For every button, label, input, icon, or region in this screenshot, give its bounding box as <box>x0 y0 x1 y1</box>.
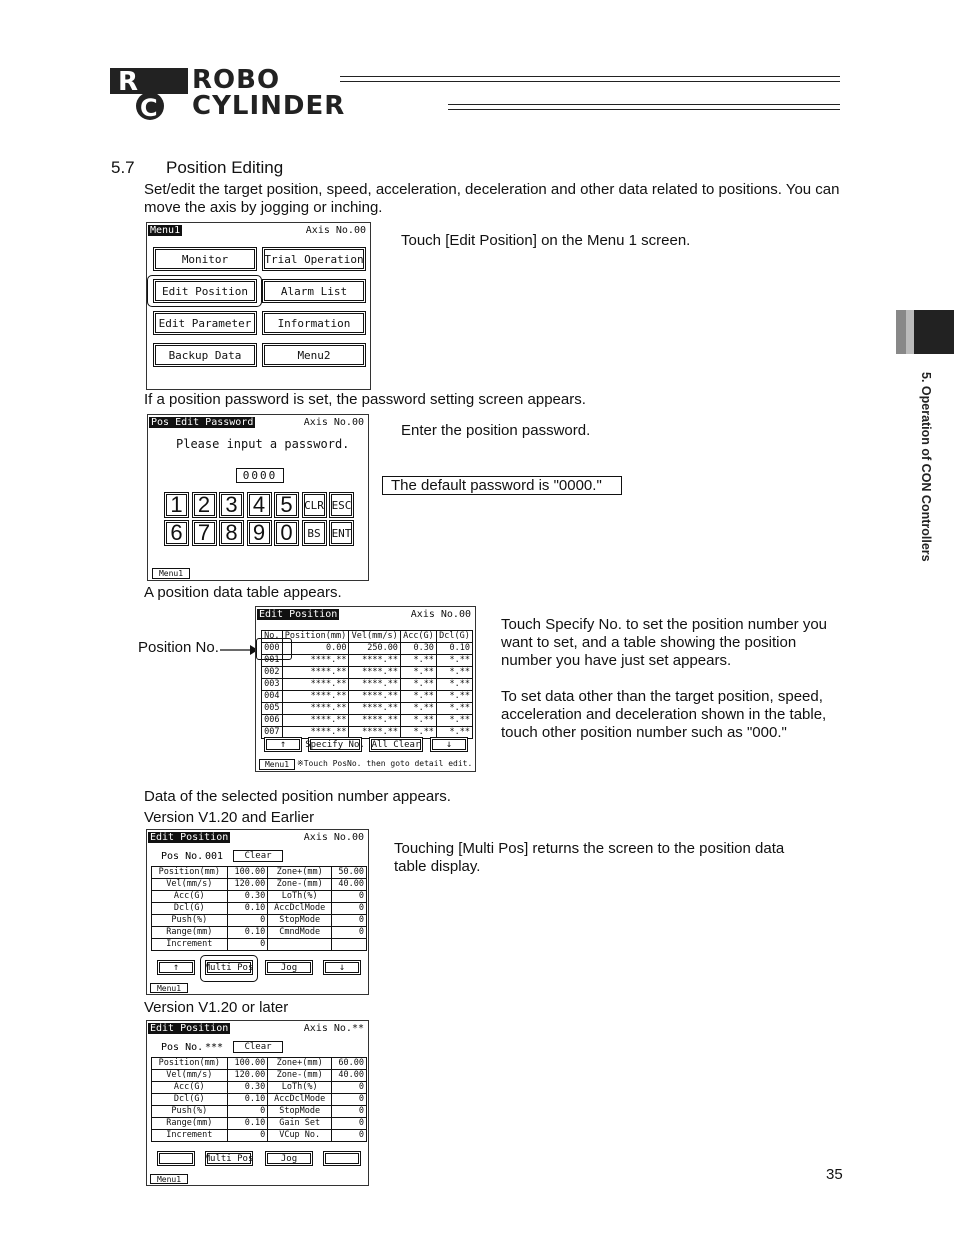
detail-new-title: Edit Position <box>150 1023 229 1034</box>
detail-value-cell[interactable]: 60.00 <box>332 1058 367 1070</box>
detail-label-cell: Dcl(G) <box>152 1094 228 1106</box>
detail-row <box>152 879 367 891</box>
table-cell: *.** <box>400 655 436 667</box>
header-rule-top <box>340 76 840 82</box>
password-screen <box>147 414 369 581</box>
detail-label-cell: Range(mm) <box>152 1118 228 1130</box>
table-row[interactable] <box>262 667 473 679</box>
table-cell: 0.10 <box>436 643 472 655</box>
keypad-key[interactable]: BS <box>302 520 327 546</box>
detail-old-up-button[interactable]: ↑ <box>157 960 195 975</box>
alarm-list-button[interactable]: Alarm List <box>262 279 366 303</box>
edit-position-button[interactable]: Edit Position <box>153 279 257 303</box>
detail-value-cell[interactable]: 0 <box>332 903 367 915</box>
specify-no-button[interactable]: Specify No. <box>308 737 362 752</box>
detail-label-cell: LoTh(%) <box>268 1082 332 1094</box>
detail-label-cell: Zone-(mm) <box>268 1070 332 1082</box>
table-cell: *.** <box>436 655 472 667</box>
keypad-key[interactable]: 7 <box>192 520 217 546</box>
table-cell: *.** <box>436 703 472 715</box>
table-row[interactable] <box>262 679 473 691</box>
detail-old-table <box>151 866 367 951</box>
detail-label-cell <box>268 939 332 951</box>
side-tab-block <box>896 310 954 354</box>
detail-value-cell[interactable]: 0 <box>227 915 268 927</box>
table-cell: ****.** <box>282 691 349 703</box>
detail-label-cell: StopMode <box>268 915 332 927</box>
detail-value-cell[interactable]: 0 <box>332 1118 367 1130</box>
table-cell: ****.** <box>282 703 349 715</box>
menu1-axis: Axis No.00 <box>305 225 366 236</box>
detail-old-jog-button[interactable]: Jog <box>265 960 313 975</box>
keypad-key[interactable]: 4 <box>247 492 272 518</box>
detail-new-clear-button[interactable]: Clear <box>233 1041 283 1053</box>
table-header-cell: Vel(mm/s) <box>349 631 400 643</box>
svg-text:C: C <box>140 94 158 120</box>
detail-label-cell: Increment <box>152 939 228 951</box>
password-intro: If a position password is set, the password setting screen appears. <box>144 391 586 408</box>
detail-value-cell[interactable]: 0.30 <box>227 1082 268 1094</box>
table-cell: ****.** <box>349 679 400 691</box>
table-row[interactable] <box>262 691 473 703</box>
svg-text:R: R <box>118 68 139 97</box>
table-cell: ****.** <box>349 715 400 727</box>
table-down-button[interactable]: ↓ <box>430 737 468 752</box>
detail-value-cell[interactable]: 100.00 <box>227 867 268 879</box>
detail-value-cell[interactable]: 0 <box>227 1106 268 1118</box>
detail-value-cell[interactable]: 0 <box>332 1130 367 1142</box>
table-row[interactable] <box>262 655 473 667</box>
detail-row <box>152 891 367 903</box>
detail-value-cell[interactable]: 0.10 <box>227 1094 268 1106</box>
detail-row <box>152 1082 367 1094</box>
detail-value-cell[interactable]: 0 <box>332 915 367 927</box>
keypad-key[interactable]: 3 <box>219 492 244 518</box>
keypad-key[interactable]: 0 <box>274 520 299 546</box>
step2-text: Enter the position password. <box>401 422 591 439</box>
table-header-cell: No. <box>262 631 283 643</box>
detail-value-cell[interactable]: 0.30 <box>227 891 268 903</box>
rc-logo-icon <box>110 68 190 120</box>
detail-label-cell: Zone-(mm) <box>268 879 332 891</box>
logo-text-bottom: CYLINDER <box>192 91 346 121</box>
position-no-arrow-icon <box>220 644 258 656</box>
detail-row <box>152 915 367 927</box>
keypad-key[interactable]: ENT <box>329 520 354 546</box>
detail-row <box>152 1058 367 1070</box>
password-menu1-button[interactable]: Menu1 <box>152 568 190 579</box>
detail-row <box>152 927 367 939</box>
default-password-note: The default password is "0000." <box>382 476 622 495</box>
detail-label-cell: Position(mm) <box>152 1058 228 1070</box>
position-number-cell[interactable]: 002 <box>262 667 283 679</box>
table-cell: *.** <box>436 727 472 739</box>
detail-value-cell[interactable]: 50.00 <box>332 867 367 879</box>
detail-value-cell[interactable]: 40.00 <box>332 879 367 891</box>
detail-value-cell[interactable]: 0.10 <box>227 927 268 939</box>
detail-label-cell: AccDclMode <box>268 903 332 915</box>
keypad-key[interactable]: 2 <box>192 492 217 518</box>
table-menu1-button[interactable]: Menu1 <box>259 759 295 770</box>
detail-value-cell[interactable]: 0 <box>227 1130 268 1142</box>
table-cell: 0.30 <box>400 643 436 655</box>
edit-position-table-screen <box>255 606 476 772</box>
table-cell: 250.00 <box>349 643 400 655</box>
edit-parameter-button[interactable]: Edit Parameter <box>153 311 257 335</box>
trial-operation-button[interactable]: Trial Operation <box>262 247 366 271</box>
version-old-label: Version V1.20 and Earlier <box>144 809 315 826</box>
menu1-screen <box>146 222 371 390</box>
header-rule-bottom <box>448 104 840 110</box>
position-number-cell[interactable]: 006 <box>262 715 283 727</box>
detail-old-axis: Axis No.00 <box>303 832 364 843</box>
logo-text-top: ROBO <box>192 65 281 95</box>
page-number: 35 <box>826 1166 843 1183</box>
section-title: Position Editing <box>166 158 284 177</box>
keypad-key[interactable]: 6 <box>164 520 189 546</box>
detail-old-posno-label: Pos No. <box>161 851 204 862</box>
edit-table-axis: Axis No.00 <box>410 609 471 620</box>
menu1-title: Menu1 <box>150 225 181 236</box>
detail-label-cell: Vel(mm/s) <box>152 879 228 891</box>
table-cell: ****.** <box>349 655 400 667</box>
position-number-cell[interactable]: 001 <box>262 655 283 667</box>
detail-new-right-button[interactable] <box>323 1151 361 1166</box>
table-header-cell: Dcl(G) <box>436 631 472 643</box>
position-number-cell[interactable]: 003 <box>262 679 283 691</box>
password-prompt: Please input a password. <box>176 437 350 451</box>
detail-new-multi-pos-button[interactable]: Multi Pos <box>205 1151 253 1166</box>
table-cell: ****.** <box>349 667 400 679</box>
detail-value-cell[interactable]: 0 <box>227 939 268 951</box>
information-button[interactable]: Information <box>262 311 366 335</box>
position-number-cell[interactable]: 007 <box>262 727 283 739</box>
table-cell: *.** <box>436 691 472 703</box>
table-up-button[interactable]: ↑ <box>264 737 302 752</box>
detail-row <box>152 903 367 915</box>
table-cell: ****.** <box>349 691 400 703</box>
detail-label-cell: StopMode <box>268 1106 332 1118</box>
position-no-label: Position No. <box>138 639 219 656</box>
detail-old-title: Edit Position <box>150 832 229 843</box>
detail-new-jog-button[interactable]: Jog <box>265 1151 313 1166</box>
detail-new-posno-label: Pos No. <box>161 1042 204 1053</box>
table-cell: *.** <box>436 667 472 679</box>
detail-old-menu1-button[interactable]: Menu1 <box>150 983 188 993</box>
detail-old-down-button[interactable]: ↓ <box>323 960 361 975</box>
table-cell: ****.** <box>282 715 349 727</box>
detail-old-clear-button[interactable]: Clear <box>233 850 283 862</box>
detail-old-posno: 001 <box>205 851 224 862</box>
detail-label-cell: VCup No. <box>268 1130 332 1142</box>
detail-row <box>152 1070 367 1082</box>
detail-value-cell[interactable]: 0.10 <box>227 1118 268 1130</box>
table-row[interactable] <box>262 715 473 727</box>
detail-value-cell[interactable]: 100.00 <box>227 1058 268 1070</box>
edit-position-highlight <box>147 275 262 307</box>
detail-label-cell: LoTh(%) <box>268 891 332 903</box>
detail-label-cell: Increment <box>152 1130 228 1142</box>
detail-screen-old <box>146 829 369 995</box>
menu2-button[interactable]: Menu2 <box>262 343 366 367</box>
table-cell: *.** <box>400 727 436 739</box>
keypad-key[interactable]: 8 <box>219 520 244 546</box>
detail-label-cell: Vel(mm/s) <box>152 1070 228 1082</box>
table-cell: ****.** <box>282 679 349 691</box>
step4-text: Touching [Multi Pos] returns the screen to the position data table display. <box>394 840 785 875</box>
detail-new-left-button[interactable] <box>157 1151 195 1166</box>
table-cell: 0.00 <box>282 643 349 655</box>
detail-value-cell[interactable]: 0 <box>332 891 367 903</box>
detail-row <box>152 1094 367 1106</box>
position-no-highlight <box>256 638 292 660</box>
table-cell: *.** <box>400 679 436 691</box>
table-header-cell: Position(mm) <box>282 631 349 643</box>
password-title: Pos Edit Password <box>151 417 254 428</box>
detail-value-cell[interactable]: 0 <box>332 1082 367 1094</box>
table-cell: *.** <box>400 691 436 703</box>
detail-value-cell[interactable]: 0.10 <box>227 903 268 915</box>
version-new-label: Version V1.20 or later <box>144 999 289 1016</box>
keypad-key[interactable]: CLR <box>302 492 327 518</box>
multi-pos-highlight <box>200 955 258 982</box>
detail-row <box>152 1118 367 1130</box>
detail-value-cell[interactable]: 120.00 <box>227 1070 268 1082</box>
backup-data-button[interactable]: Backup Data <box>153 343 257 367</box>
table-cell: ****.** <box>282 727 349 739</box>
detail-value-cell[interactable]: 120.00 <box>227 879 268 891</box>
detail-value-cell[interactable] <box>332 939 367 951</box>
table-header-cell: Acc(G) <box>400 631 436 643</box>
detail-label-cell: AccDclMode <box>268 1094 332 1106</box>
detail-new-axis: Axis No.** <box>303 1023 364 1034</box>
step3-text-a: Touch Specify No. to set the position number you want to set, and a table showing the position number you have just set appears. <box>501 616 828 669</box>
detail-label-cell: Zone+(mm) <box>268 867 332 879</box>
detail-label-cell: Push(%) <box>152 1106 228 1118</box>
detail-label-cell: Acc(G) <box>152 1082 228 1094</box>
password-field[interactable]: 0000 <box>236 468 284 483</box>
table-footer-note: ※Touch PosNo. then goto detail edit. <box>297 759 473 768</box>
detail-row <box>152 939 367 951</box>
detail-new-table <box>151 1057 367 1142</box>
detail-value-cell[interactable]: 40.00 <box>332 1070 367 1082</box>
table-row[interactable] <box>262 703 473 715</box>
position-number-cell[interactable]: 005 <box>262 703 283 715</box>
keypad-key[interactable]: 9 <box>247 520 272 546</box>
detail-value-cell[interactable]: 0 <box>332 1106 367 1118</box>
table-row[interactable] <box>262 643 473 655</box>
detail-row <box>152 1106 367 1118</box>
table-cell: *.** <box>400 667 436 679</box>
table-cell: *.** <box>436 715 472 727</box>
detail-label-cell: Dcl(G) <box>152 903 228 915</box>
position-number-cell[interactable]: 000 <box>262 643 283 655</box>
step1-text: Touch [Edit Position] on the Menu 1 screen. <box>401 232 691 249</box>
detail-label-cell: Push(%) <box>152 915 228 927</box>
password-axis: Axis No.00 <box>303 417 364 428</box>
table-cell: ****.** <box>349 703 400 715</box>
detail-screen-new <box>146 1020 369 1186</box>
table-cell: *.** <box>400 715 436 727</box>
section-number: 5.7 <box>111 158 135 177</box>
table-intro: A position data table appears. <box>144 584 342 601</box>
table-cell: *.** <box>436 679 472 691</box>
detail-new-menu1-button[interactable]: Menu1 <box>150 1174 188 1184</box>
position-data-table <box>261 630 473 739</box>
table-cell: ****.** <box>282 667 349 679</box>
detail-label-cell: Position(mm) <box>152 867 228 879</box>
detail-intro: Data of the selected position number appears. <box>144 788 451 805</box>
detail-row <box>152 867 367 879</box>
keypad-key[interactable]: ESC <box>329 492 354 518</box>
step3-text-b: To set data other than the target position, speed, acceleration and deceleration shown in the table, touch other position number such as "000." <box>501 688 827 741</box>
position-number-cell[interactable]: 004 <box>262 691 283 703</box>
keypad-key[interactable]: 1 <box>164 492 189 518</box>
monitor-button[interactable]: Monitor <box>153 247 257 271</box>
detail-value-cell[interactable]: 0 <box>332 927 367 939</box>
table-cell: ****.** <box>282 655 349 667</box>
all-clear-button[interactable]: All Clear <box>369 737 423 752</box>
detail-row <box>152 1130 367 1142</box>
edit-table-title: Edit Position <box>259 609 338 620</box>
detail-value-cell[interactable]: 0 <box>332 1094 367 1106</box>
side-tab-label: 5. Operation of CON Controllers <box>919 372 933 562</box>
detail-label-cell: CmndMode <box>268 927 332 939</box>
detail-label-cell: Range(mm) <box>152 927 228 939</box>
keypad-key[interactable]: 5 <box>274 492 299 518</box>
table-cell: *.** <box>400 703 436 715</box>
detail-label-cell: Zone+(mm) <box>268 1058 332 1070</box>
detail-label-cell: Acc(G) <box>152 891 228 903</box>
table-cell: ****.** <box>349 727 400 739</box>
detail-label-cell: Gain Set <box>268 1118 332 1130</box>
multi-pos-button[interactable]: Multi Pos <box>205 960 253 975</box>
section-intro: Set/edit the target position, speed, acceleration, deceleration and other data related to positions. You can move the axis by jogging or inching. <box>144 181 840 216</box>
detail-new-posno: *** <box>205 1042 224 1053</box>
